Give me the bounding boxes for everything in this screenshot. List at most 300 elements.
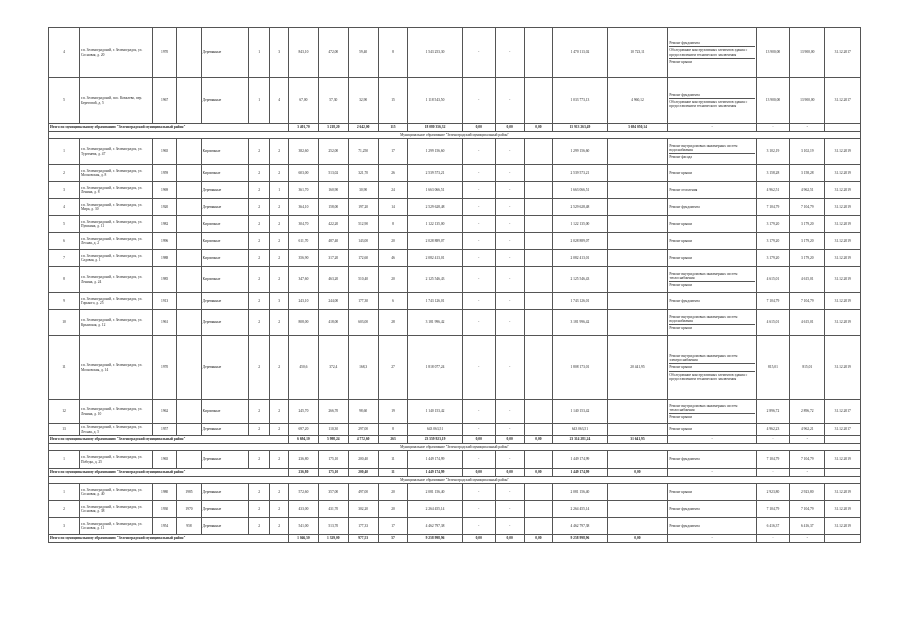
- row-fund-regional: -: [495, 199, 524, 216]
- row-works: [668, 293, 757, 310]
- row-limit-cost: 4 962,51: [790, 182, 825, 199]
- row-works: [668, 216, 757, 233]
- row-cost-total: 2 081 156,40: [408, 484, 462, 501]
- table-row: [49, 424, 861, 436]
- row-fund-local: [524, 451, 553, 469]
- work-type: Ремонт крыши: [669, 255, 693, 260]
- row-entrances: 2: [270, 424, 289, 436]
- row-fund-owners: 2 264 455,14: [553, 501, 607, 518]
- row-address: г.п. Зеленоградский, г. Зеленоградск, ул. Крымская, д. 12: [79, 310, 152, 336]
- row-year-built: 1996: [152, 233, 176, 250]
- row-entrances: 3: [270, 28, 289, 78]
- row-fund-other: [607, 310, 668, 336]
- row-year-repair: [177, 267, 201, 293]
- row-fund-owners: 3 181 996,42: [553, 310, 607, 336]
- total-cell-cost: 1 449 174,99: [408, 469, 462, 477]
- row-area-owned: 512,90: [348, 216, 378, 233]
- row-fund-regional: -: [495, 310, 524, 336]
- row-year-built: 1954: [152, 518, 176, 535]
- row-number: 2: [49, 165, 80, 182]
- table-row: [49, 484, 861, 501]
- row-fund-federal: -: [462, 451, 495, 469]
- row-cost-total: 643 063,51: [408, 424, 462, 436]
- total-cell-a1: 1 046,50: [289, 535, 319, 543]
- row-fund-local: [524, 424, 553, 436]
- work-type: Ремонт крыши: [669, 221, 693, 226]
- table-row: [49, 267, 861, 293]
- row-fund-regional: -: [495, 518, 524, 535]
- row-fund-regional: -: [495, 501, 524, 518]
- row-number: 2: [49, 501, 80, 518]
- row-fund-local: [524, 267, 553, 293]
- table-row: [49, 182, 861, 199]
- row-area-living: 266,70: [318, 400, 348, 424]
- total-cell-a2: 1 329,00: [318, 535, 348, 543]
- row-number: 3: [49, 182, 80, 199]
- row-floors: 1: [249, 78, 270, 124]
- row-entrances: 3: [270, 293, 289, 310]
- row-limit-cost: 3 102,19: [790, 139, 825, 165]
- row-area-total: 541,00: [289, 518, 319, 535]
- row-area-living: 372,4: [318, 336, 348, 400]
- row-area-owned: 168,3: [348, 336, 378, 400]
- row-deadline: 31.12.2017: [825, 424, 861, 436]
- total-cell-f4: 9 258 998,96: [553, 535, 607, 543]
- row-floors: 2: [249, 250, 270, 267]
- row-residents: 27: [378, 336, 408, 400]
- section-title: Муниципальное образование "Зеленоградский муниципальный район": [49, 444, 861, 451]
- row-fund-regional: -: [495, 424, 524, 436]
- row-fund-owners: 4 462 797,38: [553, 518, 607, 535]
- work-type: Ремонт фундамента: [669, 204, 700, 209]
- row-fund-local: [524, 310, 553, 336]
- row-floors: 2: [249, 336, 270, 400]
- row-wall-material: Кирпичные: [201, 233, 249, 250]
- row-number: 12: [49, 400, 80, 424]
- row-wall-material: Кирпичные: [201, 400, 249, 424]
- row-area-living: 160,90: [318, 182, 348, 199]
- row-fund-owners: 2 082 413,01: [553, 250, 607, 267]
- table-row: [49, 78, 861, 124]
- row-limit-cost: 3 179,20: [790, 250, 825, 267]
- total-cell-f3: 0,00: [524, 469, 553, 477]
- row-address: г.п. Зеленоградский, г. Зеленоградск, ул. Пушкина, д. 11: [79, 216, 152, 233]
- row-area-living: 158,00: [318, 199, 348, 216]
- table-row: [49, 28, 861, 78]
- row-number: 11: [49, 336, 80, 400]
- row-works: [668, 78, 757, 124]
- row-year-built: 1913: [152, 293, 176, 310]
- row-wall-material: Деревянные: [201, 310, 249, 336]
- table-row: [49, 199, 861, 216]
- row-unit-cost: 2 923,80: [756, 484, 789, 501]
- row-floors: 2: [249, 199, 270, 216]
- table-row: [49, 310, 861, 336]
- total-cell-f1: 0,00: [462, 436, 495, 444]
- row-unit-cost: 3 179,20: [756, 250, 789, 267]
- work-type: Ремонт фундамента: [669, 40, 755, 47]
- row-area-owned: 30,90: [348, 182, 378, 199]
- row-deadline: 31.12.2019: [825, 199, 861, 216]
- row-fund-regional: -: [495, 78, 524, 124]
- work-type: Ремонт внутридомовых инженерных систем водоснабжения: [669, 143, 755, 155]
- row-area-owned: 497,00: [348, 484, 378, 501]
- work-type: Ремонт фундамента: [669, 92, 755, 99]
- row-floors: 2: [249, 501, 270, 518]
- row-fund-local: [524, 501, 553, 518]
- row-deadline: 31.12.2019: [825, 293, 861, 310]
- row-fund-regional: -: [495, 139, 524, 165]
- total-label: Итого по муниципальному образованию "Зеленоградский муниципальный район": [49, 124, 289, 132]
- row-fund-local: [524, 336, 553, 400]
- row-year-built: 1980: [152, 484, 176, 501]
- row-fund-regional: -: [495, 250, 524, 267]
- row-wall-material: Деревянные: [201, 336, 249, 400]
- row-area-living: 472,00: [318, 28, 348, 78]
- row-year-repair: [177, 336, 201, 400]
- row-entrances: 2: [270, 233, 289, 250]
- row-area-owned: 510,40: [348, 267, 378, 293]
- row-wall-material: Деревянные: [201, 293, 249, 310]
- row-floors: 2: [249, 400, 270, 424]
- row-number: 6: [49, 233, 80, 250]
- row-fund-owners: 2 081 156,40: [553, 484, 607, 501]
- work-type: Ремонт фасада: [669, 155, 692, 160]
- work-type: Ремонт крыши: [669, 326, 693, 331]
- row-year-repair: [177, 293, 201, 310]
- row-residents: 46: [378, 250, 408, 267]
- row-fund-other: 10 723,11: [607, 28, 668, 78]
- row-unit-cost: 7 104,79: [756, 293, 789, 310]
- row-residents: 8: [378, 216, 408, 233]
- row-floors: 2: [249, 424, 270, 436]
- total-cell-f3: 0,00: [524, 124, 553, 132]
- section-title: Муниципальное образование "Зеленоградский муниципальный район": [49, 477, 861, 484]
- row-fund-owners: 1 663 066,51: [553, 182, 607, 199]
- row-cost-total: 2 264 455,14: [408, 501, 462, 518]
- row-area-owned: 177,33: [348, 518, 378, 535]
- row-entrances: 2: [270, 518, 289, 535]
- total-row: [49, 469, 861, 477]
- total-cell-cost: 18 080 356,32: [408, 124, 462, 132]
- row-fund-owners: 1 033 773,13: [553, 78, 607, 124]
- row-entrances: 1: [270, 182, 289, 199]
- row-wall-material: Деревянные: [201, 501, 249, 518]
- row-fund-other: [607, 484, 668, 501]
- row-limit-cost: 7 104,79: [790, 293, 825, 310]
- row-address: г.п. Зеленоградский, г. Зеленоградск, ул. Лесная, д. 5: [79, 424, 152, 436]
- total-cell-pad: [825, 124, 861, 132]
- row-limit-cost: 4 962,21: [790, 424, 825, 436]
- row-floors: 2: [249, 267, 270, 293]
- row-number: 1: [49, 139, 80, 165]
- row-floors: 2: [249, 165, 270, 182]
- row-year-built: 1930: [152, 501, 176, 518]
- total-cell-a3: 977,53: [348, 535, 378, 543]
- row-entrances: 2: [270, 451, 289, 469]
- row-wall-material: Кирпичные: [201, 139, 249, 165]
- work-type: Ремонт внутридомовых инженерных систем водоснабжения: [669, 314, 755, 326]
- row-fund-owners: 2 125 546,43: [553, 267, 607, 293]
- row-area-living: 175,10: [318, 451, 348, 469]
- total-cell-f4: 15 913 263,49: [553, 124, 607, 132]
- row-fund-regional: -: [495, 165, 524, 182]
- row-fund-other: 4 960,12: [607, 78, 668, 124]
- row-works: [668, 165, 757, 182]
- row-residents: 20: [378, 267, 408, 293]
- row-floors: 2: [249, 518, 270, 535]
- row-deadline: 31.12.2017: [825, 28, 861, 78]
- row-limit-cost: 7 104,79: [790, 199, 825, 216]
- row-entrances: 2: [270, 484, 289, 501]
- table-row: [49, 233, 861, 250]
- row-address: г.п. Зеленоградский, г. Зеленоградск, ул. Московская, д. 14: [79, 336, 152, 400]
- row-fund-other: [607, 451, 668, 469]
- row-wall-material: Кирпичные: [201, 165, 249, 182]
- row-year-built: 1965: [152, 451, 176, 469]
- row-limit-cost: 815,01: [790, 336, 825, 400]
- row-deadline: 31.12.2019: [825, 139, 861, 165]
- row-floors: 2: [249, 293, 270, 310]
- row-fund-regional: -: [495, 28, 524, 78]
- row-cost-total: 3 181 996,42: [408, 310, 462, 336]
- row-entrances: 2: [270, 501, 289, 518]
- total-cell-f3: 0,00: [524, 535, 553, 543]
- row-area-total: 304,70: [289, 216, 319, 233]
- row-area-living: 487,40: [318, 233, 348, 250]
- row-area-living: 357,00: [318, 484, 348, 501]
- row-fund-owners: 2 028 889,07: [553, 233, 607, 250]
- row-deadline: 31.12.2017: [825, 400, 861, 424]
- row-unit-cost: 4 962,23: [756, 424, 789, 436]
- row-fund-regional: -: [495, 293, 524, 310]
- row-works: [668, 484, 757, 501]
- row-address: г.п. Зеленоградский, г. Зеленоградск, ул. Тургенева, д. 47: [79, 139, 152, 165]
- row-deadline: 31.12.2019: [825, 501, 861, 518]
- total-cell-f4: 23 314 281,24: [553, 436, 607, 444]
- total-label: Итого по муниципальному образованию "Зеленоградский муниципальный район": [49, 535, 289, 543]
- row-year-built: 1957: [152, 424, 176, 436]
- row-year-repair: [177, 216, 201, 233]
- row-fund-federal: -: [462, 165, 495, 182]
- row-works: [668, 451, 757, 469]
- row-year-built: 1959: [152, 165, 176, 182]
- row-residents: 14: [378, 199, 408, 216]
- row-fund-local: [524, 182, 553, 199]
- row-entrances: 2: [270, 216, 289, 233]
- row-entrances: 2: [270, 310, 289, 336]
- row-area-total: 611,70: [289, 233, 319, 250]
- total-cell-x3: -: [790, 469, 825, 477]
- row-wall-material: Деревянные: [201, 484, 249, 501]
- row-residents: 20: [378, 233, 408, 250]
- row-year-repair: [177, 400, 201, 424]
- row-residents: 6: [378, 293, 408, 310]
- row-fund-other: [607, 182, 668, 199]
- row-floors: 1: [249, 28, 270, 78]
- section-header-row: [49, 444, 861, 451]
- row-area-living: 513,70: [318, 518, 348, 535]
- row-deadline: 31.12.2019: [825, 216, 861, 233]
- row-wall-material: Деревянные: [201, 182, 249, 199]
- row-fund-owners: 1 122 135,00: [553, 216, 607, 233]
- row-fund-other: [607, 501, 668, 518]
- row-area-total: 243,10: [289, 293, 319, 310]
- row-limit-cost: 2 896,72: [790, 400, 825, 424]
- row-fund-other: [607, 165, 668, 182]
- row-fund-owners: 1 743 126,01: [553, 293, 607, 310]
- work-type: Ремонт внутридомовых инженерных систем теплоснабжения: [669, 403, 755, 415]
- total-cell-a1: 6 694,10: [289, 436, 319, 444]
- row-residents: 26: [378, 165, 408, 182]
- row-year-built: 1988: [152, 250, 176, 267]
- row-year-built: 1985: [152, 267, 176, 293]
- row-area-total: 236,80: [289, 451, 319, 469]
- row-deadline: 31.12.2019: [825, 336, 861, 400]
- document-sheet: [48, 27, 861, 543]
- row-cost-total: 1 299 156,60: [408, 139, 462, 165]
- row-area-owned: 197,20: [348, 199, 378, 216]
- row-wall-material: Деревянные: [201, 451, 249, 469]
- work-type: Ремонт фундамента: [669, 523, 700, 528]
- row-year-built: 1961: [152, 310, 176, 336]
- total-cell-f4: 1 449 174,99: [553, 469, 607, 477]
- total-cell-x1: -: [668, 124, 757, 132]
- table-row: [49, 165, 861, 182]
- row-fund-other: [607, 267, 668, 293]
- row-fund-regional: -: [495, 400, 524, 424]
- row-area-total: 382,60: [289, 139, 319, 165]
- row-fund-local: [524, 250, 553, 267]
- row-deadline: 31.12.2017: [825, 78, 861, 124]
- total-cell-pad: [825, 535, 861, 543]
- row-floors: 2: [249, 310, 270, 336]
- row-area-owned: 603,00: [348, 310, 378, 336]
- row-year-repair: [177, 233, 201, 250]
- work-type: Ремонт крыши: [669, 489, 693, 494]
- row-year-repair: [177, 250, 201, 267]
- row-area-living: 513,02: [318, 165, 348, 182]
- total-cell-x1: -: [668, 535, 757, 543]
- row-fund-federal: -: [462, 293, 495, 310]
- row-cost-total: 1 543 253,30: [408, 28, 462, 78]
- work-type: Ремонт крыши: [669, 283, 693, 288]
- row-address: г.п. Зеленоградский, г. Зеленоградск, ул. Московская, д. 8: [79, 165, 152, 182]
- total-cell-pad: [825, 469, 861, 477]
- row-fund-local: [524, 165, 553, 182]
- total-cell-x2: -: [756, 535, 789, 543]
- row-residents: 17: [378, 518, 408, 535]
- row-fund-regional: -: [495, 484, 524, 501]
- total-cell-a1: 236,80: [289, 469, 319, 477]
- row-address: г.п. Зеленоградский, г. Зеленоградск, ул. Сосновая, д. 11: [79, 518, 152, 535]
- row-number: 5: [49, 78, 80, 124]
- row-cost-total: 1 118 543,50: [408, 78, 462, 124]
- row-floors: 2: [249, 216, 270, 233]
- work-type: Ремонт крыши: [669, 170, 693, 175]
- row-year-repair: [177, 78, 201, 124]
- total-cell-f1: 0,00: [462, 535, 495, 543]
- row-fund-regional: -: [495, 336, 524, 400]
- row-cost-total: 2 125 546,43: [408, 267, 462, 293]
- row-year-repair: [177, 182, 201, 199]
- row-area-total: 572,60: [289, 484, 319, 501]
- row-area-owned: 172,60: [348, 250, 378, 267]
- row-wall-material: Деревянные: [201, 518, 249, 535]
- row-fund-regional: -: [495, 182, 524, 199]
- row-works: [668, 424, 757, 436]
- row-limit-cost: 6 416,37: [790, 518, 825, 535]
- row-year-repair: [177, 310, 201, 336]
- row-address: г.п. Зеленоградский, г. Зеленоградск, ул. Ленина, д. 24: [79, 267, 152, 293]
- row-unit-cost: 3 179,20: [756, 233, 789, 250]
- row-year-built: 1962: [152, 400, 176, 424]
- work-type: Ремонт крыши: [669, 415, 693, 420]
- total-cell-x3: -: [790, 124, 825, 132]
- total-cell-f5: 31 641,95: [607, 436, 668, 444]
- table-row: [49, 139, 861, 165]
- row-works: [668, 518, 757, 535]
- row-address: г.п. Зеленоградский, г. Зеленоградск, ул. Победы, д. 25: [79, 451, 152, 469]
- row-number: 10: [49, 310, 80, 336]
- row-fund-federal: -: [462, 501, 495, 518]
- total-cell-f1: 0,00: [462, 124, 495, 132]
- row-fund-regional: -: [495, 451, 524, 469]
- row-address: г.п. Зеленоградский, г. Зеленоградск, ул. Ленина, д. 10: [79, 400, 152, 424]
- row-year-built: 1970: [152, 336, 176, 400]
- row-residents: 17: [378, 139, 408, 165]
- work-type: Ремонт внутридомовых инженерных систем теплоснабжения: [669, 271, 755, 283]
- total-row: [49, 124, 861, 132]
- row-fund-other: [607, 199, 668, 216]
- work-type: Ремонт фундамента: [669, 457, 700, 462]
- row-limit-cost: 13 900,00: [790, 78, 825, 124]
- row-fund-local: [524, 139, 553, 165]
- row-area-owned: 297,00: [348, 424, 378, 436]
- row-fund-owners: 2 529 628,48: [553, 199, 607, 216]
- row-fund-regional: -: [495, 233, 524, 250]
- row-fund-federal: -: [462, 233, 495, 250]
- row-fund-regional: -: [495, 267, 524, 293]
- row-limit-cost: 3 179,20: [790, 216, 825, 233]
- total-cell-res: 11: [378, 469, 408, 477]
- row-year-repair: 1970: [177, 501, 201, 518]
- row-fund-federal: -: [462, 139, 495, 165]
- row-address: г.п. Зеленоградский, г. Зеленоградск, ул. Ленина, д. 8: [79, 182, 152, 199]
- row-fund-federal: -: [462, 424, 495, 436]
- row-limit-cost: 7 104,79: [790, 451, 825, 469]
- row-fund-other: [607, 293, 668, 310]
- row-residents: 15: [378, 78, 408, 124]
- row-number: 5: [49, 216, 80, 233]
- work-type: Ремонт крыши: [669, 364, 755, 371]
- row-address: г.п. Зеленоградский, г. Зеленоградск, ул. Лесная, д. 2: [79, 233, 152, 250]
- total-cell-x1: -: [668, 436, 757, 444]
- row-works: [668, 250, 757, 267]
- row-fund-federal: -: [462, 484, 495, 501]
- section-title: Муниципальное образование "Зеленоградский муниципальный район": [49, 132, 861, 139]
- row-area-living: 418,00: [318, 310, 348, 336]
- row-limit-cost: 3 179,20: [790, 233, 825, 250]
- total-row: [49, 436, 861, 444]
- total-cell-x2: -: [756, 469, 789, 477]
- total-row: [49, 535, 861, 543]
- row-fund-federal: -: [462, 216, 495, 233]
- total-cell-a2: 175,10: [318, 469, 348, 477]
- row-year-repair: [177, 199, 201, 216]
- row-cost-total: 2 028 889,07: [408, 233, 462, 250]
- row-address: г.п. Зеленоградский, г. Зеленоградск, ул. Горького, д. 25: [79, 293, 152, 310]
